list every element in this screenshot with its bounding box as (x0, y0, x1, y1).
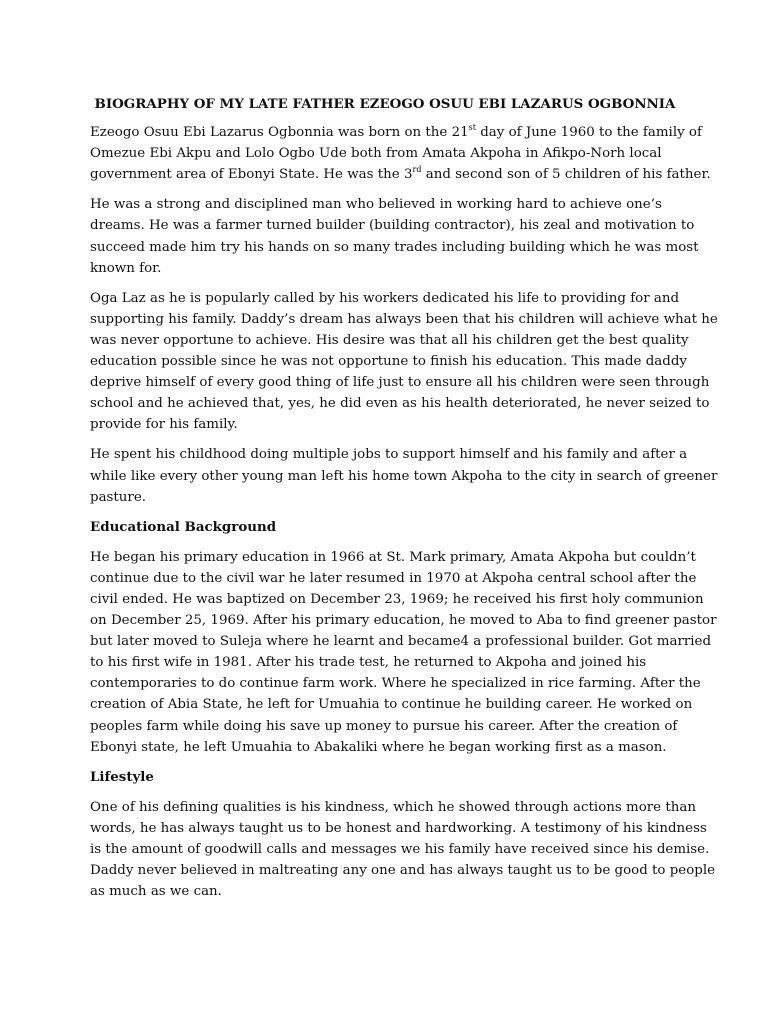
paragraph-line: as much as we can. (90, 884, 222, 900)
paragraph-line: creation of Abia State, he left for Umuahia to continue he building career. He worked on (90, 697, 693, 713)
paragraph-line: He was a strong and disciplined man who believed in working hard to achieve one’s (90, 197, 662, 213)
paragraph-childhood (90, 444, 718, 507)
paragraph-line: Ebonyi state, he left Umuahia to Abakaliki where he began working first as a mason. (90, 739, 667, 755)
paragraph-line: Omezue Ebi Akpu and Lolo Ogbo Ude both from Amata Akpoha in Afikpo-Norh local (90, 146, 662, 162)
paragraph-line: provide for his family. (90, 417, 238, 433)
paragraph-line: Daddy never believed in maltreating any one and has always taught us to be good to people (90, 863, 716, 879)
paragraph-family (90, 288, 718, 436)
paragraph-line: supporting his family. Daddy’s dream has always been that his children will achieve what he (90, 311, 718, 327)
paragraph-line: peoples farm while doing his save up money to pursue his career. After the creation of (90, 718, 678, 734)
section-heading-lifestyle: Lifestyle (90, 768, 154, 785)
paragraph-line: to his first wife in 1981. After his trade test, he returned to Akpoha and joined his (90, 655, 647, 671)
paragraph-line: words, he has always taught us to be honest and hardworking. A testimony of his kindness (90, 820, 707, 836)
paragraph-character (90, 194, 699, 278)
paragraph-line: succeed made him try his hands on so many trades including building which he was most (90, 239, 699, 255)
paragraph-line: education possible since he was not opportune to finish his education. This made daddy (90, 354, 688, 370)
paragraph-line: is the amount of goodwill calls and messages we his family have received since his demise. (90, 842, 710, 857)
document-title: BIOGRAPHY OF MY LATE FATHER EZEOGO OSUU EBI LAZARUS OGBONNIA (94, 96, 676, 112)
paragraph-line (90, 122, 702, 143)
paragraph-lifestyle (90, 797, 716, 902)
paragraph-line: civil ended. He was baptized on December 23, 1969; he received his first holy communion (90, 591, 704, 607)
text-run: and second son of 5 children of his father. (421, 167, 711, 183)
ordinal-suffix: rd (412, 164, 422, 174)
text-run: government area of Ebonyi State. He was the 3 (90, 167, 413, 183)
paragraph-line: was never opportune to achieve. His desire was that all his children get the best quality (90, 332, 689, 348)
paragraph-line: Oga Laz as he is popularly called by his workers dedicated his life to providing for and (90, 290, 680, 306)
paragraph-line: but later moved to Suleja where he learnt and became4 a professional builder. Got married (90, 634, 712, 650)
paragraph-line: dreams. He was a farmer turned builder (building contractor), his zeal and motivation to (90, 218, 695, 234)
paragraph-line: school and he achieved that, yes, he did even as his health deteriorated, he never seized to (90, 396, 710, 412)
paragraph-line: known for. (90, 260, 162, 276)
paragraph-line: while like every other young man left his home town Akpoha to the city in search of greener (90, 468, 718, 484)
document-body (90, 94, 718, 911)
paragraph-line: He began his primary education in 1966 at St. Mark primary, Amata Akpoha but couldn’t (90, 549, 696, 565)
paragraph-line: One of his defining qualities is his kindness, which he showed through actions more than (90, 799, 696, 815)
paragraph-line: on December 25, 1969. After his primary education, he moved to Aba to find greener pastor (90, 613, 717, 629)
ordinal-suffix: st (468, 122, 476, 132)
text-run: day of June 1960 to the family of (475, 125, 702, 141)
paragraph-line (90, 164, 711, 185)
paragraph-line: deprive himself of every good thing of life just to ensure all his children were seen through (90, 375, 710, 391)
paragraph-intro (90, 122, 711, 185)
paragraph-line: continue due to the civil war he later resumed in 1970 at Akpoha central school after the (90, 570, 697, 586)
paragraph-education (90, 547, 717, 758)
paragraph-line: contemporaries to do continue farm work. Where he specialized in rice farming. After the (90, 676, 701, 692)
paragraph-line: He spent his childhood doing multiple jobs to support himself and his family and after a (90, 447, 688, 463)
text-run: Ezeogo Osuu Ebi Lazarus Ogbonnia was born on the 21 (90, 125, 469, 141)
paragraph-line: pasture. (90, 489, 147, 505)
section-heading-education: Educational Background (90, 518, 277, 535)
